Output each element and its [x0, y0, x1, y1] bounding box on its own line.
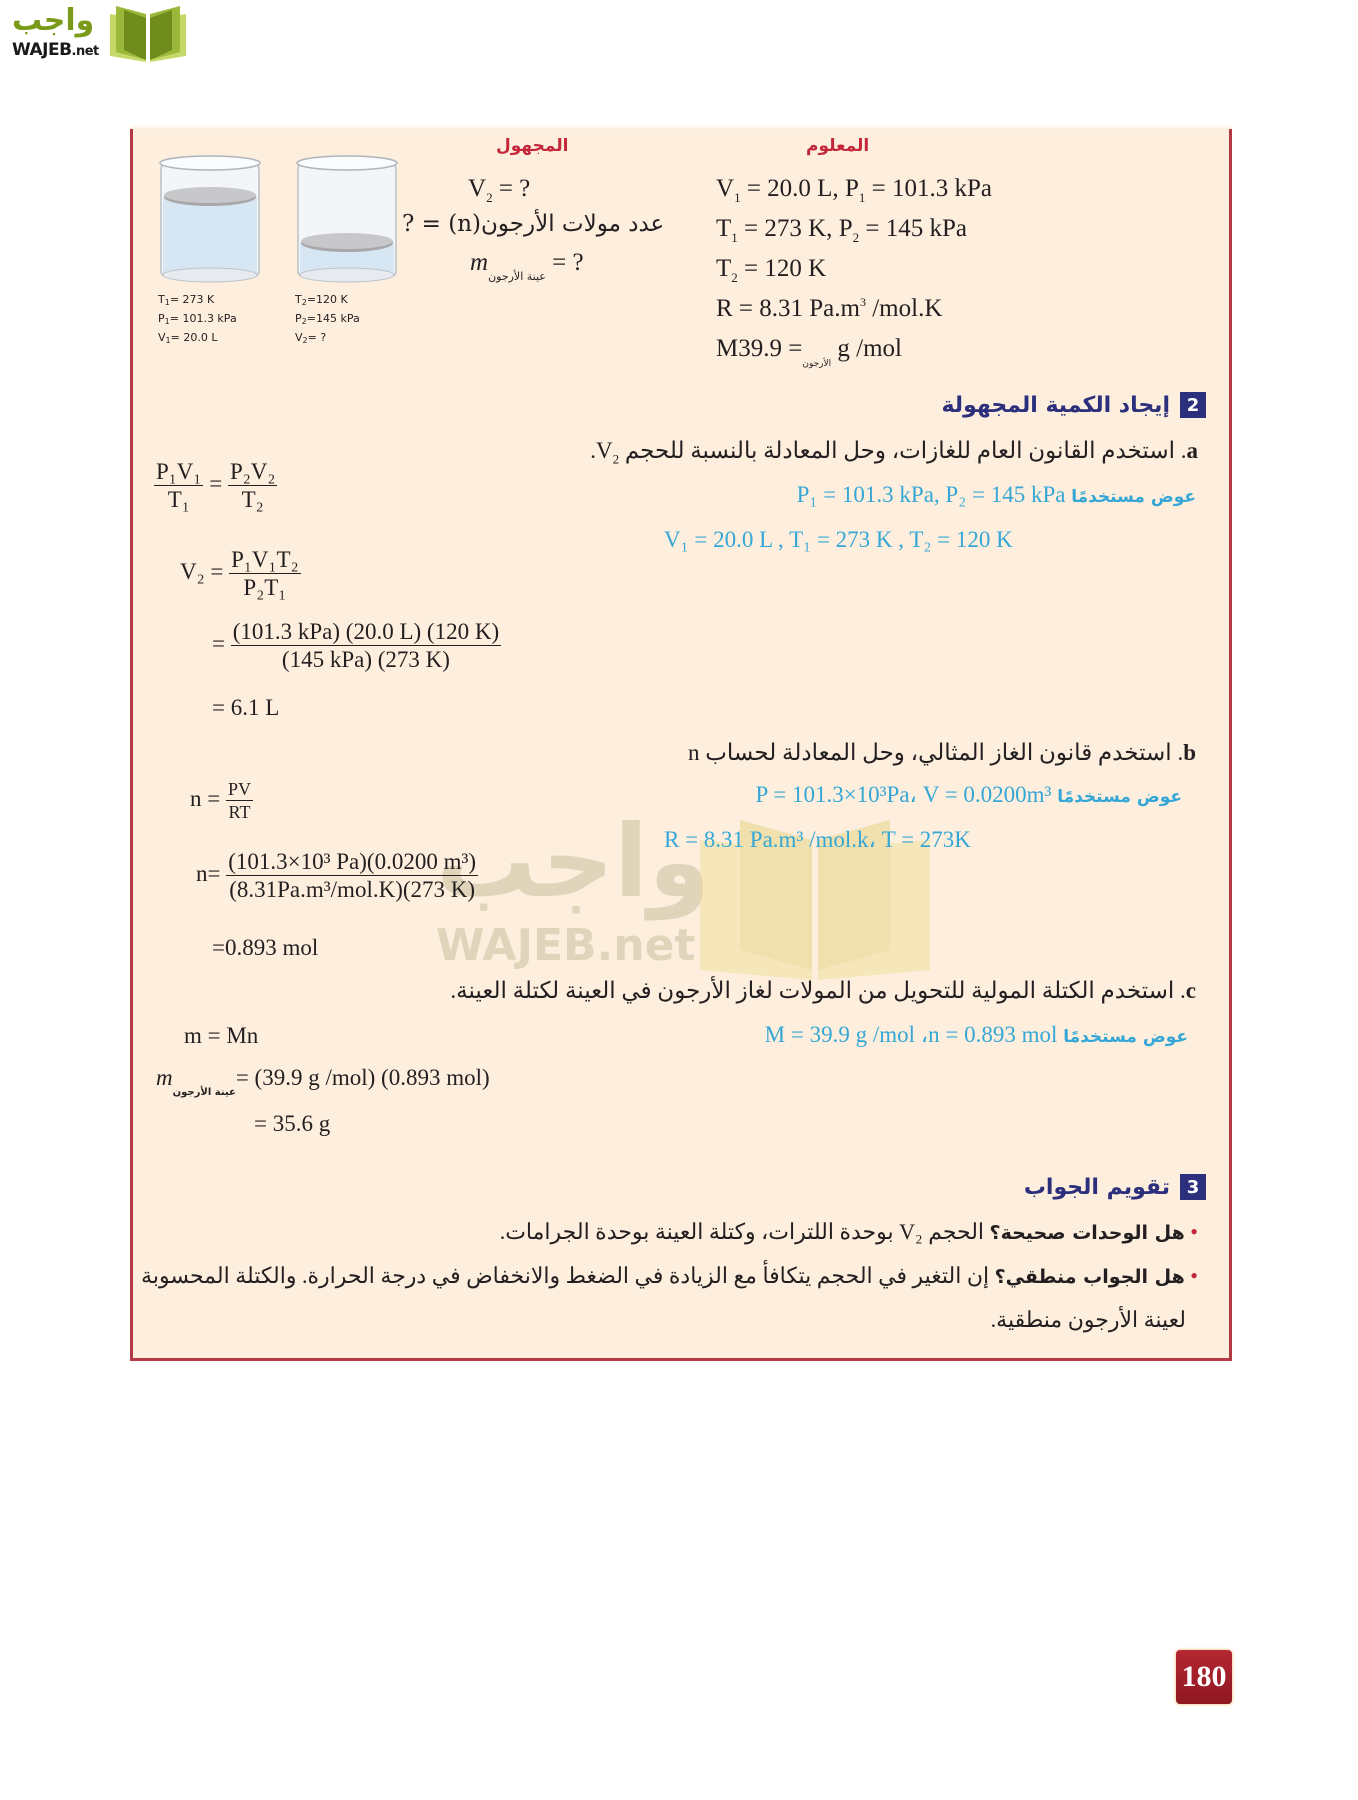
jar-1-icon	[155, 155, 265, 285]
logo-latin-text: WAJEB.net	[12, 40, 99, 60]
n-result: =0.893 mol	[212, 935, 319, 960]
step-a-substitute-line-1: عوض مستخدمًا P₁ = 101.3 kPa, P₂ = 145 kPa	[796, 482, 1196, 507]
v2-result: = 6.1 L	[212, 695, 280, 720]
unknown-v2: $V_2$ = ?	[468, 175, 531, 205]
unknown-moles: عدد مولات الأرجون(n) = ?	[402, 211, 665, 237]
v2-calculation: = $\frac{\text{(101.3 kPa) (20.0 L) (120 K)}}{\text{(145 kPa) (273 K)}}$	[212, 619, 500, 672]
known-line-5: $M_{الأرجون}= 39.9$ g /mol	[716, 335, 902, 369]
step-b-substitute-line-1: عوض مستخدمًا P = 101.3×10³Pa، V = 0.0200m³	[755, 782, 1182, 807]
known-line-3: $T_2 = 120$ K	[716, 255, 827, 285]
mass-calculation: $m_{عينة الأرجون}= (39.9$ g /mol) (0.893 mol)	[156, 1065, 490, 1098]
mass-formula: m = Mn	[184, 1023, 259, 1048]
evaluate-bullet-reasonable: • هل الجواب منطقي؟ إن التغير في الحجم يتكافأ مع الزيادة في الضغط والانخفاض في درجة الحرارة. والكتلة المحسوبة	[141, 1263, 1198, 1288]
watermark-arabic: واجب	[436, 803, 711, 920]
ideal-gas-n-equation: n = $\frac{PV}{RT}$	[190, 779, 251, 822]
section-3-title: تقويم الجواب	[1023, 1174, 1170, 1200]
box-top-fade	[130, 125, 1232, 129]
evaluate-bullet-reasonable-cont: لعينة الأرجون منطقية.	[990, 1307, 1186, 1332]
step-c-instruction: c. استخدم الكتلة المولية للتحويل من المولات لغاز الأرجون في العينة لكتلة العينة.	[450, 978, 1196, 1003]
evaluate-bullet-units: • هل الوحدات صحيحة؟ الحجم V₂ بوحدة اللترات، وكتلة العينة بوحدة الجرامات.	[499, 1219, 1198, 1244]
v2-rearranged-equation: V₂ = $\frac{\text{P₁V₁T₂}}{\text{P₂T₁}}$	[180, 547, 299, 600]
mass-result: = 35.6 g	[254, 1111, 331, 1136]
unknown-mass: $m_{عينة الأرجون}$ = ?	[470, 249, 584, 283]
jar-2-icon	[292, 155, 402, 285]
step-c-substitute-line: عوض مستخدمًا M = 39.9 g /mol ،n = 0.893 mol	[764, 1022, 1188, 1047]
step-a-instruction: a. استخدم القانون العام للغازات، وحل المعادلة بالنسبة للحجم $V_2$.	[590, 438, 1198, 467]
section-3-heading	[1024, 1174, 1206, 1200]
known-line-2: $T_1 = 273$ K, $P_2 = 145$ kPa	[716, 215, 967, 245]
section-2-heading	[941, 392, 1206, 418]
step-a-substitute-line-2: V₁ = 20.0 L , T₁ = 273 K , T₂ = 120 K	[664, 527, 1013, 552]
jar-1-labels: $T_1= 273$ K $P_1= 101.3$ kPa $V_1= 20.0$ L	[158, 293, 237, 345]
watermark-latin: WAJEB.net	[436, 920, 696, 971]
section-2-number: 2	[1180, 392, 1206, 418]
step-b-substitute-line-2: R = 8.31 Pa.m³ /mol.k، T = 273K	[664, 827, 971, 852]
known-line-4: R = 8.31 $Pa.m^3$ /mol.K	[716, 295, 943, 322]
unknown-heading: المجهول	[496, 136, 569, 156]
combined-gas-law-equation: $\frac{\text{P₁V₁}}{\text{T₁}}$ = $\frac{\text{P₂V₂}}{\text{T₂}}$	[156, 459, 276, 512]
section-2-title: إيجاد الكمية المجهولة	[941, 392, 1170, 418]
step-b-instruction: b. استخدم قانون الغاز المثالي، وحل المعادلة لحساب n	[688, 740, 1196, 765]
section-3-number: 3	[1180, 1174, 1206, 1200]
logo-arabic-text: واجب	[12, 3, 95, 38]
jar-2-labels: $T_2=120$ K $P_2=145$ kPa $V_2=$ ?	[295, 293, 360, 345]
page-number-badge: 180	[1176, 1650, 1232, 1704]
book-logo-icon	[106, 4, 190, 64]
n-calculation: n= $\frac{\text{(101.3×10³ Pa)(0.0200 m³)}}{\text{(8.31Pa.m³/mol.K)(273 K)}}$	[196, 849, 477, 902]
known-line-1: $V_1 = 20.0$ L, $P_1 = 101.3$ kPa	[716, 175, 992, 205]
known-heading: المعلوم	[806, 136, 870, 156]
